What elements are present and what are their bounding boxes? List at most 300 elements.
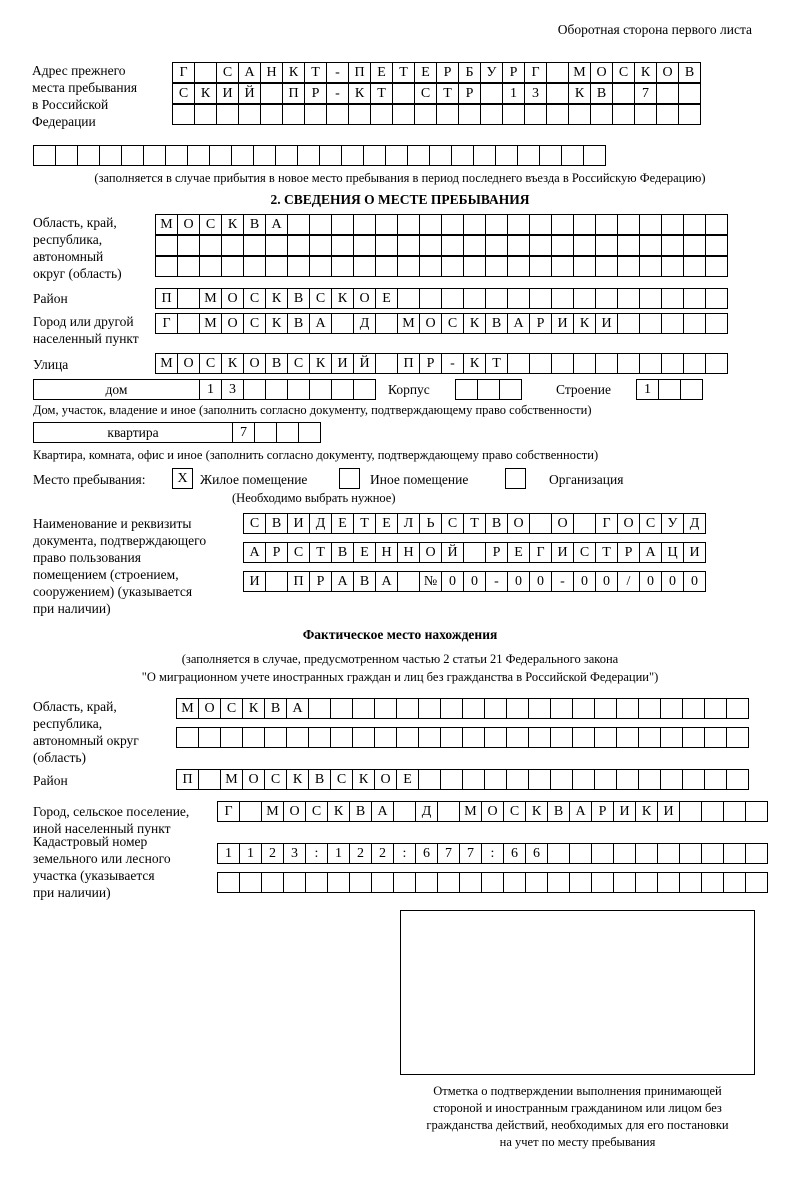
cell[interactable] [407, 145, 430, 166]
cell[interactable] [484, 727, 507, 748]
cell[interactable] [656, 104, 679, 125]
cell[interactable]: Р [529, 313, 552, 334]
cell[interactable] [701, 801, 724, 822]
cell[interactable]: Д [415, 801, 438, 822]
cell[interactable] [547, 843, 570, 864]
cell[interactable]: С [216, 62, 239, 83]
region-row-2[interactable] [155, 235, 727, 256]
cell[interactable] [397, 288, 420, 309]
cell[interactable] [616, 727, 639, 748]
cell[interactable] [616, 769, 639, 790]
cell[interactable]: Р [458, 83, 481, 104]
cell[interactable] [506, 727, 529, 748]
cell[interactable] [375, 235, 398, 256]
cell[interactable]: - [441, 353, 464, 374]
cell[interactable] [661, 313, 684, 334]
cell[interactable] [569, 843, 592, 864]
cell[interactable] [458, 104, 481, 125]
cell[interactable] [331, 313, 354, 334]
cell[interactable] [436, 104, 459, 125]
cell[interactable]: С [309, 288, 332, 309]
cell[interactable] [330, 727, 353, 748]
cell[interactable] [591, 843, 614, 864]
cell[interactable]: И [657, 801, 680, 822]
cell[interactable]: Й [238, 83, 261, 104]
cell[interactable]: В [678, 62, 701, 83]
cell[interactable] [484, 769, 507, 790]
cell[interactable] [679, 843, 702, 864]
cell[interactable]: К [265, 313, 288, 334]
cell[interactable]: О [419, 542, 442, 563]
cadastral-row-2[interactable] [217, 872, 767, 893]
cell[interactable] [529, 235, 552, 256]
cell[interactable]: П [287, 571, 310, 592]
cell[interactable] [463, 256, 486, 277]
cell[interactable] [617, 353, 640, 374]
cell[interactable] [287, 214, 310, 235]
cell[interactable]: Е [507, 542, 530, 563]
cell[interactable] [506, 698, 529, 719]
cell[interactable] [198, 769, 221, 790]
cell[interactable]: 3 [221, 379, 244, 400]
cell[interactable]: И [683, 542, 706, 563]
cell[interactable]: № [419, 571, 442, 592]
cell[interactable] [287, 379, 310, 400]
checkbox-zhiloe[interactable]: X [172, 468, 193, 489]
cell[interactable] [441, 235, 464, 256]
cell[interactable] [121, 145, 144, 166]
cell[interactable]: 0 [683, 571, 706, 592]
cell[interactable] [639, 288, 662, 309]
cell[interactable] [678, 104, 701, 125]
cell[interactable]: 1 [217, 843, 240, 864]
cell[interactable]: К [463, 353, 486, 374]
cell[interactable] [679, 801, 702, 822]
cell[interactable] [661, 288, 684, 309]
cell[interactable]: Т [436, 83, 459, 104]
cell[interactable] [661, 353, 684, 374]
cell[interactable]: М [176, 698, 199, 719]
cell[interactable] [726, 698, 749, 719]
cell[interactable]: С [287, 353, 310, 374]
cell[interactable]: В [287, 288, 310, 309]
cell[interactable]: К [286, 769, 309, 790]
cell[interactable] [437, 801, 460, 822]
cell[interactable] [661, 235, 684, 256]
cell[interactable] [441, 256, 464, 277]
cell[interactable]: 1 [239, 843, 262, 864]
cell[interactable]: Г [217, 801, 240, 822]
cell[interactable]: - [551, 571, 574, 592]
cell[interactable]: А [639, 542, 662, 563]
cell[interactable] [495, 145, 518, 166]
cell[interactable] [638, 698, 661, 719]
cell[interactable] [243, 256, 266, 277]
cell[interactable] [682, 769, 705, 790]
cell[interactable]: Д [683, 513, 706, 534]
cell[interactable]: П [176, 769, 199, 790]
cell[interactable] [573, 235, 596, 256]
cell[interactable] [172, 104, 195, 125]
cell[interactable] [243, 379, 266, 400]
cell[interactable] [463, 542, 486, 563]
cell[interactable] [551, 353, 574, 374]
cell[interactable] [221, 256, 244, 277]
cell[interactable] [726, 727, 749, 748]
cell[interactable] [199, 235, 222, 256]
cell[interactable]: Р [502, 62, 525, 83]
cadastral-row-1[interactable] [217, 843, 767, 864]
cell[interactable]: Е [414, 62, 437, 83]
cell[interactable] [462, 727, 485, 748]
cell[interactable] [572, 769, 595, 790]
document-row-2[interactable] [243, 542, 705, 563]
cell[interactable]: - [485, 571, 508, 592]
cell[interactable] [331, 214, 354, 235]
cell[interactable]: О [590, 62, 613, 83]
cell[interactable] [254, 422, 277, 443]
cell[interactable]: Г [595, 513, 618, 534]
cell[interactable]: И [331, 353, 354, 374]
cell[interactable]: 0 [507, 571, 530, 592]
cell[interactable]: Е [353, 542, 376, 563]
cell[interactable] [392, 104, 415, 125]
cell[interactable]: И [216, 83, 239, 104]
document-row-1[interactable] [243, 513, 705, 534]
cell[interactable] [507, 214, 530, 235]
cell[interactable]: М [568, 62, 591, 83]
cell[interactable] [595, 235, 618, 256]
cell[interactable]: О [617, 513, 640, 534]
cell[interactable]: С [441, 513, 464, 534]
cell[interactable] [529, 256, 552, 277]
cell[interactable] [260, 104, 283, 125]
cell[interactable]: А [286, 698, 309, 719]
cell[interactable] [572, 727, 595, 748]
cell[interactable]: И [551, 542, 574, 563]
cell[interactable] [309, 235, 332, 256]
cell[interactable]: Ц [661, 542, 684, 563]
cell[interactable]: И [287, 513, 310, 534]
cell[interactable] [238, 104, 261, 125]
cell[interactable]: Г [155, 313, 178, 334]
cell[interactable] [617, 214, 640, 235]
cell[interactable] [415, 872, 438, 893]
cell[interactable]: Н [260, 62, 283, 83]
cell[interactable] [371, 872, 394, 893]
actual-region-row-1[interactable] [176, 698, 748, 719]
cell[interactable] [309, 256, 332, 277]
cell[interactable] [419, 235, 442, 256]
cell[interactable]: К [221, 353, 244, 374]
cell[interactable]: А [569, 801, 592, 822]
cell[interactable]: Н [375, 542, 398, 563]
cell[interactable] [309, 214, 332, 235]
cell[interactable]: 0 [639, 571, 662, 592]
cell[interactable]: О [221, 288, 244, 309]
cell[interactable]: В [331, 542, 354, 563]
cell[interactable]: К [573, 313, 596, 334]
cell[interactable]: Т [392, 62, 415, 83]
cell[interactable] [485, 235, 508, 256]
cell[interactable]: 2 [371, 843, 394, 864]
cell[interactable] [502, 104, 525, 125]
cell[interactable] [481, 872, 504, 893]
cell[interactable] [352, 727, 375, 748]
cell[interactable] [595, 256, 618, 277]
cell[interactable] [451, 145, 474, 166]
cell[interactable]: С [612, 62, 635, 83]
cell[interactable] [264, 727, 287, 748]
cell[interactable]: М [459, 801, 482, 822]
cell[interactable]: О [177, 353, 200, 374]
cell[interactable]: М [397, 313, 420, 334]
cell[interactable]: А [375, 571, 398, 592]
cell[interactable]: С [287, 542, 310, 563]
cell[interactable] [705, 353, 728, 374]
actual-region-row-2[interactable] [176, 727, 748, 748]
cell[interactable]: С [172, 83, 195, 104]
cell[interactable]: П [348, 62, 371, 83]
cell[interactable]: Й [353, 353, 376, 374]
cell[interactable] [484, 698, 507, 719]
cell[interactable] [546, 62, 569, 83]
cell[interactable]: П [155, 288, 178, 309]
cell[interactable] [275, 145, 298, 166]
cell[interactable] [635, 872, 658, 893]
cell[interactable] [595, 214, 618, 235]
cell[interactable] [529, 214, 552, 235]
cell[interactable] [485, 256, 508, 277]
cell[interactable] [573, 214, 596, 235]
cell[interactable] [683, 256, 706, 277]
cell[interactable] [418, 769, 441, 790]
cell[interactable] [297, 145, 320, 166]
cell[interactable]: Ь [419, 513, 442, 534]
cell[interactable] [726, 769, 749, 790]
cell[interactable] [594, 769, 617, 790]
cell[interactable] [220, 727, 243, 748]
cell[interactable] [660, 727, 683, 748]
cell[interactable]: 1 [199, 379, 222, 400]
cell[interactable]: Р [265, 542, 288, 563]
cell[interactable] [683, 214, 706, 235]
cell[interactable] [349, 872, 372, 893]
cell[interactable] [473, 145, 496, 166]
cell[interactable] [353, 235, 376, 256]
cell[interactable] [393, 801, 416, 822]
cell[interactable]: С [243, 313, 266, 334]
prev-address-row-2[interactable] [172, 83, 700, 104]
cell[interactable]: У [480, 62, 503, 83]
cell[interactable] [393, 872, 416, 893]
cell[interactable] [529, 353, 552, 374]
cell[interactable] [550, 769, 573, 790]
cell[interactable] [701, 843, 724, 864]
cell[interactable] [704, 698, 727, 719]
cell[interactable] [705, 288, 728, 309]
prev-address-row-4[interactable] [33, 145, 605, 166]
cell[interactable]: К [463, 313, 486, 334]
cell[interactable]: 1 [636, 379, 659, 400]
cell[interactable]: К [242, 698, 265, 719]
cell[interactable] [463, 235, 486, 256]
cell[interactable] [525, 872, 548, 893]
cell[interactable]: В [265, 513, 288, 534]
cell[interactable] [528, 769, 551, 790]
cell[interactable] [265, 256, 288, 277]
cell[interactable] [617, 313, 640, 334]
cell[interactable] [385, 145, 408, 166]
cell[interactable]: В [590, 83, 613, 104]
cell[interactable] [657, 843, 680, 864]
cell[interactable] [283, 872, 306, 893]
actual-city-row[interactable] [217, 801, 767, 822]
cell[interactable] [678, 83, 701, 104]
cell[interactable]: 0 [529, 571, 552, 592]
cell[interactable]: - [326, 83, 349, 104]
cell[interactable] [595, 288, 618, 309]
cell[interactable] [639, 256, 662, 277]
cell[interactable] [680, 379, 703, 400]
cell[interactable]: О [221, 313, 244, 334]
cell[interactable] [276, 422, 299, 443]
cell[interactable]: И [551, 313, 574, 334]
cell[interactable]: В [308, 769, 331, 790]
street-row[interactable] [155, 353, 727, 374]
cell[interactable] [503, 872, 526, 893]
cell[interactable] [392, 83, 415, 104]
cell[interactable]: К [568, 83, 591, 104]
cell[interactable]: Р [304, 83, 327, 104]
cell[interactable] [374, 727, 397, 748]
cell[interactable]: М [155, 214, 178, 235]
cell[interactable]: В [349, 801, 372, 822]
cell[interactable]: О [551, 513, 574, 534]
cell[interactable] [396, 698, 419, 719]
cell[interactable]: 7 [232, 422, 255, 443]
cell[interactable] [462, 769, 485, 790]
cell[interactable]: 0 [463, 571, 486, 592]
cell[interactable] [573, 353, 596, 374]
cell[interactable] [353, 256, 376, 277]
cell[interactable]: Т [353, 513, 376, 534]
cell[interactable]: Г [524, 62, 547, 83]
cell[interactable] [331, 235, 354, 256]
cell[interactable] [639, 214, 662, 235]
cell[interactable] [529, 513, 552, 534]
cell[interactable] [260, 83, 283, 104]
cell[interactable] [331, 379, 354, 400]
cell[interactable] [198, 727, 221, 748]
cell[interactable] [265, 379, 288, 400]
cell[interactable] [375, 353, 398, 374]
cell[interactable] [639, 235, 662, 256]
cell[interactable] [477, 379, 500, 400]
cell[interactable] [551, 288, 574, 309]
cell[interactable]: 7 [634, 83, 657, 104]
cell[interactable] [745, 843, 768, 864]
cell[interactable]: С [264, 769, 287, 790]
cell[interactable] [55, 145, 78, 166]
cell[interactable] [723, 872, 746, 893]
cell[interactable] [723, 801, 746, 822]
cell[interactable] [363, 145, 386, 166]
cell[interactable] [705, 214, 728, 235]
cell[interactable]: 0 [595, 571, 618, 592]
cell[interactable]: Т [309, 542, 332, 563]
cell[interactable]: 3 [524, 83, 547, 104]
cell[interactable] [194, 62, 217, 83]
flat-cells[interactable] [232, 422, 320, 443]
cell[interactable]: 6 [503, 843, 526, 864]
cell[interactable]: Е [375, 513, 398, 534]
cell[interactable]: 6 [415, 843, 438, 864]
cell[interactable] [705, 256, 728, 277]
cell[interactable]: К [348, 83, 371, 104]
cell[interactable] [397, 235, 420, 256]
cell[interactable]: Д [353, 313, 376, 334]
cell[interactable] [375, 214, 398, 235]
cell[interactable] [546, 83, 569, 104]
cell[interactable] [353, 214, 376, 235]
cell[interactable]: С [441, 313, 464, 334]
cell[interactable] [705, 235, 728, 256]
cell[interactable] [440, 698, 463, 719]
cell[interactable]: У [661, 513, 684, 534]
cell[interactable] [539, 145, 562, 166]
cell[interactable] [617, 235, 640, 256]
cell[interactable]: К [194, 83, 217, 104]
cell[interactable] [661, 214, 684, 235]
cell[interactable]: С [330, 769, 353, 790]
cell[interactable]: М [199, 313, 222, 334]
cell[interactable] [375, 313, 398, 334]
cell[interactable]: Д [309, 513, 332, 534]
cell[interactable] [683, 313, 706, 334]
cell[interactable]: К [634, 62, 657, 83]
document-row-3[interactable] [243, 571, 705, 592]
cell[interactable] [287, 235, 310, 256]
cell[interactable] [437, 872, 460, 893]
city-row[interactable] [155, 313, 727, 334]
cell[interactable] [143, 145, 166, 166]
cell[interactable] [177, 235, 200, 256]
cell[interactable]: Т [370, 83, 393, 104]
cell[interactable] [573, 256, 596, 277]
cell[interactable]: 7 [437, 843, 460, 864]
cell[interactable] [683, 288, 706, 309]
cell[interactable] [155, 235, 178, 256]
cell[interactable] [507, 353, 530, 374]
cell[interactable] [374, 698, 397, 719]
cell[interactable]: 0 [573, 571, 596, 592]
cell[interactable] [199, 256, 222, 277]
cell[interactable] [286, 727, 309, 748]
cell[interactable] [613, 872, 636, 893]
cell[interactable]: М [220, 769, 243, 790]
cell[interactable]: 2 [261, 843, 284, 864]
cell[interactable] [528, 698, 551, 719]
cell[interactable]: К [525, 801, 548, 822]
cell[interactable]: И [595, 313, 618, 334]
cell[interactable]: О [198, 698, 221, 719]
cell[interactable] [419, 256, 442, 277]
cell[interactable]: К [282, 62, 305, 83]
cell[interactable]: 0 [661, 571, 684, 592]
cell[interactable] [682, 698, 705, 719]
cell[interactable] [524, 104, 547, 125]
